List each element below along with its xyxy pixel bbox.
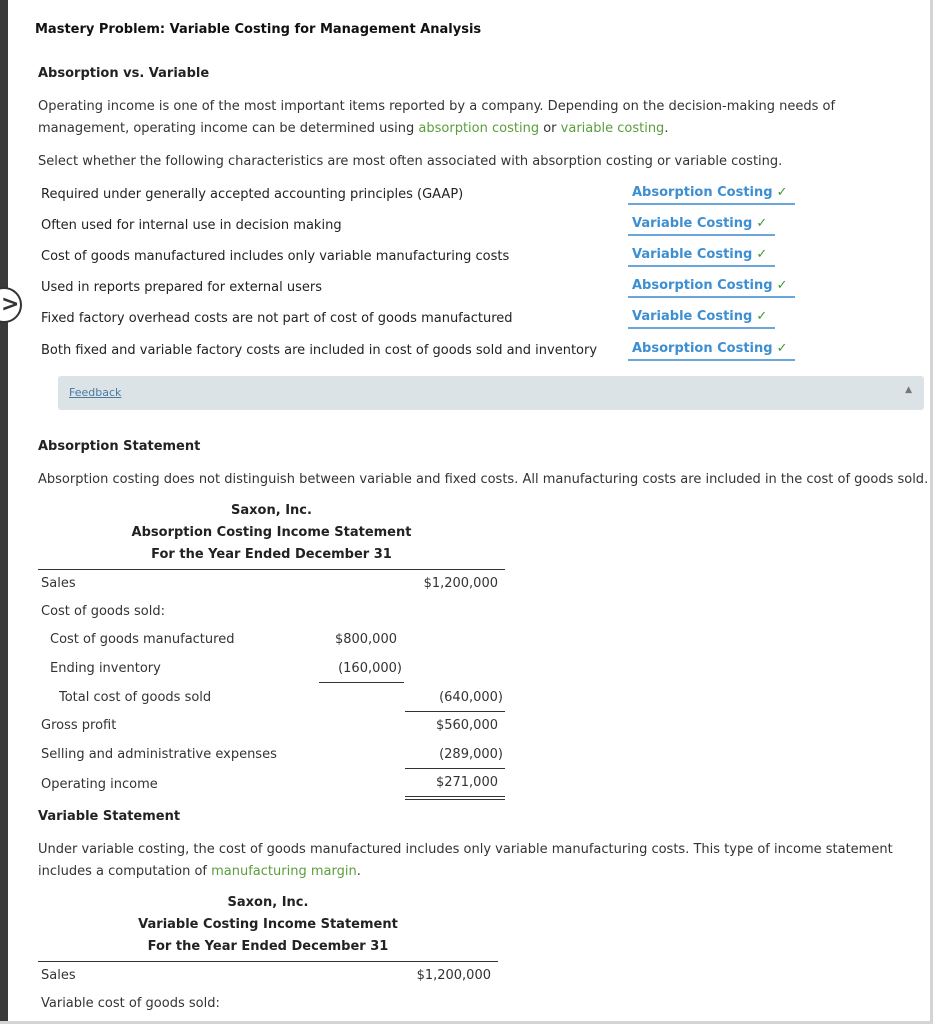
answer-value[interactable]: Variable Costing ✓ [628, 216, 775, 236]
variable-intro-end: . [356, 864, 361, 879]
absorption-intro: Absorption costing does not distinguish between variable and fixed costs. All manufacturing costs are included in the cost of goods sold. [38, 472, 929, 487]
statement-period: For the Year Ended December 31 [147, 939, 389, 954]
cogm-value: $800,000 [334, 632, 397, 647]
statement-title: Variable Costing Income Statement [138, 917, 398, 932]
subtotal-rule [319, 682, 404, 683]
intro-text-end: . [664, 121, 669, 136]
operating-income-label: Operating income [41, 777, 158, 792]
ending-inventory-label: Ending inventory [50, 661, 161, 676]
sales-label: Sales [41, 576, 76, 591]
check-icon: ✓ [756, 247, 768, 262]
characteristic-label: Often used for internal use in decision making [41, 218, 342, 233]
sga-value: (289,000) [439, 747, 503, 762]
cogm-label: Cost of goods manufactured [50, 632, 235, 647]
answer-select[interactable] [628, 341, 795, 356]
double-rule-bottom [405, 799, 505, 800]
answer-select[interactable] [628, 185, 795, 200]
absorption-costing-link[interactable]: absorption costing [418, 121, 540, 136]
cogs-label: Cost of goods sold: [41, 604, 165, 619]
section-heading-absorption-statement: Absorption Statement [38, 439, 201, 454]
answer-select[interactable] [628, 309, 775, 324]
total-cogs-label: Total cost of goods sold [59, 690, 212, 705]
header-rule [38, 569, 505, 570]
total-rule [405, 768, 505, 769]
answer-select[interactable] [628, 216, 775, 231]
gross-profit-value: $560,000 [435, 718, 498, 733]
answer-value[interactable]: Absorption Costing ✓ [628, 185, 795, 205]
sales-label: Sales [41, 968, 76, 983]
intro-paragraph [38, 96, 918, 140]
chevron-right-icon: > [1, 292, 20, 317]
answer-value[interactable]: Variable Costing ✓ [628, 309, 775, 329]
check-icon: ✓ [776, 341, 788, 356]
manufacturing-margin-link[interactable]: manufacturing margin [211, 864, 357, 879]
characteristic-label: Cost of goods manufactured includes only variable manufacturing costs [41, 249, 510, 264]
check-icon: ✓ [776, 185, 788, 200]
characteristic-label: Both fixed and variable factory costs are included in cost of goods sold and inventory [41, 343, 598, 358]
page-title: Mastery Problem: Variable Costing for Management Analysis [35, 22, 482, 37]
company-name: Saxon, Inc. [227, 895, 309, 910]
double-rule-top [405, 796, 505, 797]
intro-text: Operating income is one of the most important items reported by a company. Depending on the decision-making needs of management, operating income can be determined using [38, 99, 836, 136]
characteristic-label: Used in reports prepared for external users [41, 280, 322, 295]
sales-value: $1,200,000 [423, 576, 498, 591]
header-rule [38, 961, 498, 962]
sales-value: $1,200,000 [416, 968, 491, 983]
ending-inventory-value: (160,000) [338, 661, 402, 676]
collapse-triangle-icon[interactable]: ▲ [905, 385, 912, 395]
statement-title: Absorption Costing Income Statement [131, 525, 412, 540]
gross-profit-label: Gross profit [41, 718, 117, 733]
intro-text-mid: or [539, 121, 561, 136]
statement-period: For the Year Ended December 31 [151, 547, 392, 562]
total-rule [405, 711, 505, 712]
answer-value[interactable]: Variable Costing ✓ [628, 247, 775, 267]
sga-label: Selling and administrative expenses [41, 747, 277, 762]
answer-value[interactable]: Absorption Costing ✓ [628, 341, 795, 361]
check-icon: ✓ [756, 309, 768, 324]
company-name: Saxon, Inc. [231, 503, 312, 518]
variable-intro-text: Under variable costing, the cost of goods manufactured includes only variable manufacturing costs. This type of income statement includes a computation of [38, 842, 893, 879]
operating-income-value: $271,000 [435, 775, 498, 790]
variable-costing-link[interactable]: variable costing [560, 121, 665, 136]
check-icon: ✓ [776, 278, 788, 293]
feedback-panel[interactable] [58, 376, 924, 410]
feedback-link[interactable]: Feedback [69, 386, 122, 399]
characteristic-label: Required under generally accepted accounting principles (GAAP) [41, 187, 464, 202]
answer-select[interactable] [628, 278, 795, 293]
answer-select[interactable] [628, 247, 775, 262]
section-heading-variable-statement: Variable Statement [38, 809, 181, 824]
variable-intro [38, 839, 918, 883]
instruction-text: Select whether the following characteristics are most often associated with absorption costing or variable costing. [38, 154, 783, 169]
characteristic-label: Fixed factory overhead costs are not part of cost of goods manufactured [41, 311, 513, 326]
variable-cogs-label: Variable cost of goods sold: [41, 996, 220, 1011]
check-icon: ✓ [756, 216, 768, 231]
answer-value[interactable]: Absorption Costing ✓ [628, 278, 795, 298]
section-heading-absorption-vs-variable: Absorption vs. Variable [38, 66, 210, 81]
total-cogs-value: (640,000) [439, 690, 503, 705]
